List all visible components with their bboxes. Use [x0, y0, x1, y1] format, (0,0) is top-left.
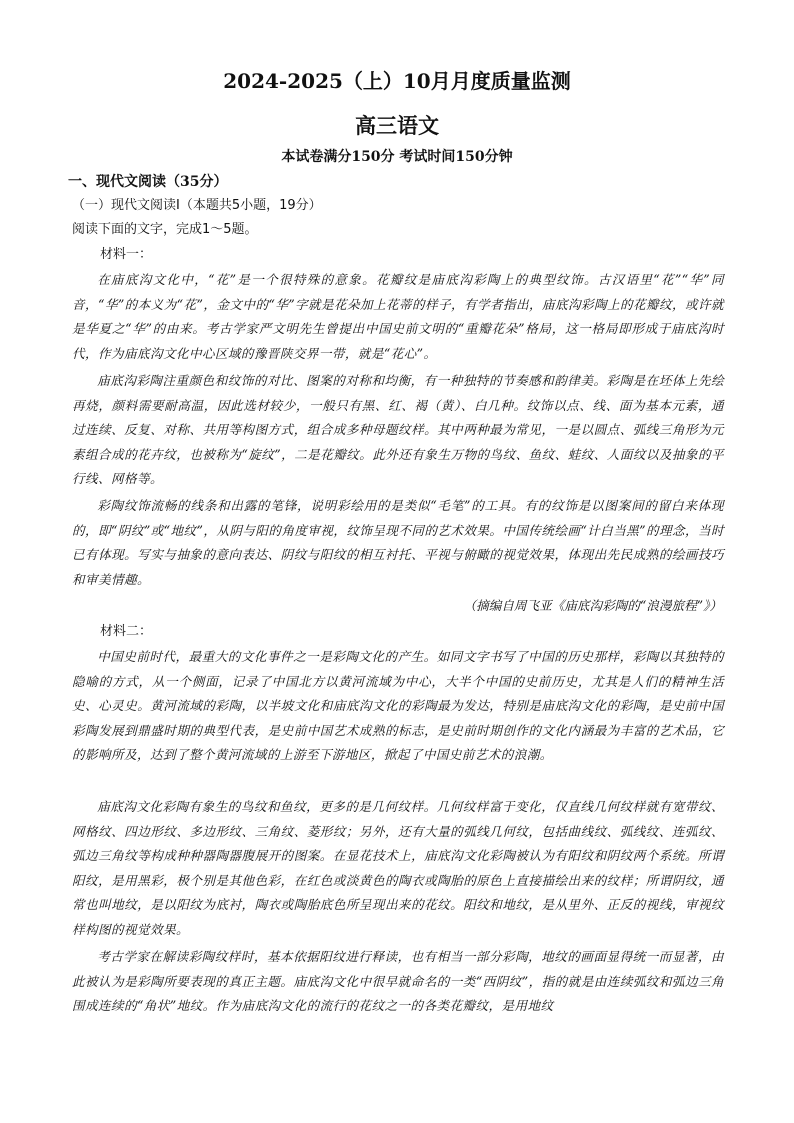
reading-instruction: 阅读下面的文字，完成1～5题。: [72, 222, 258, 237]
material-two-paragraph: 考古学家在解读彩陶纹样时，基本依据阳纹进行释读，也有相当一部分彩陶，地纹的画面显得统一而显著，由此被认为是彩陶所要表现的真正主题。庙底沟文化中很早就命名的一类“西阴纹”，指的就是由连续弧纹和弧边三角围成连续的“角状”地纹。作为庙底沟文化的流行的花纹之一的各类花瓣纹，是用地纹: [72, 949, 724, 1013]
material-two-paragraph: 中国史前时代，最重大的文化事件之一是彩陶文化的产生。如同文字书写了中国的历史那样，彩陶以其独特的隐喻的方式，从一个侧面，记录了中国北方以黄河流域为中心，大半个中国的史前历史，尤其是人们的精神生活史、心灵史。黄河流域的彩陶，以半坡文化和庙底沟文化的彩陶最为发达，特别是庙底沟文化的彩陶，是史前中国彩陶发展到鼎盛时期的典型代表，是史前中国艺术成熟的标志，是史前时期创作的文化内涵最为丰富的艺术品，它的影响所及，达到了整个黄河流域的上游至下游地区，掀起了中国史前艺术的浪潮。: [72, 649, 724, 762]
exam-title: 2024-2025（上）10月月度质量监测: [223, 69, 571, 93]
material-one-paragraph: 庙底沟彩陶注重颜色和纹饰的对比、图案的对称和均衡，有一种独特的节奏感和韵律美。彩陶是在坯体上先绘再烧，颜料需要耐高温，因此选材较少，一般只有黑、红、褐（黄）、白几种。纹饰以点、线、面为基本元素，通过连续、反复、对称、共用等构图方式，组合成多种母题纹样。其中两种最为常见，一是以圆点、弧线三角形为元素组合成的花卉纹，也被称为“旋纹”，二是花瓣纹。此外还有象生万物的鸟纹、鱼纹、蛙纹、人面纹以及抽象的平行线、网格等。: [72, 373, 724, 486]
part-heading: （一）现代文阅读Ⅰ（本题共5小题，19分）: [72, 198, 322, 213]
material-one-source: （摘编自周飞亚《庙底沟彩陶的“浪漫旅程”》）: [463, 598, 722, 613]
material-one-label: 材料一：: [100, 247, 153, 262]
material-two-paragraph: 庙底沟文化彩陶有象生的鸟纹和鱼纹，更多的是几何纹样。几何纹样富于变化，仅直线几何纹样就有宽带纹、网格纹、四边形纹、多边形纹、三角纹、菱形纹；另外，还有大量的弧线几何纹，包括曲线纹、弧线纹、连弧纹、弧边三角纹等构成种种器陶器腹展开的图案。在显花技术上，庙底沟文化彩陶被认为有阳纹和阴纹两个系统。所谓阳纹，是用黑彩，极个别是其他色彩，在红色或淡黄色的陶衣或陶胎的原色上直接描绘出来的纹样；所谓阴纹，通常也叫地纹，是以阳纹为底衬，陶衣或陶胎底色所呈现出来的花纹。阳纹和地纹，是从里外、正反的视线，审视纹样构图的视觉效果。: [72, 799, 724, 937]
material-one-paragraph: 彩陶纹饰流畅的线条和出露的笔锋，说明彩绘用的是类似“毛笔”的工具。有的纹饰是以图案间的留白来体现的，即“阴纹”或“地纹”，从阴与阳的角度审视，纹饰呈现不同的艺术效果。中国传统绘画“计白当黑”的理念，当时已有体现。写实与抽象的意向表达、阴纹与阳纹的相互衬托、平视与俯瞰的视觉效果，体现出先民成熟的绘画技巧和审美情趣。: [72, 498, 724, 587]
exam-subject: 高三语文: [355, 113, 439, 138]
exam-info: 本试卷满分150分 考试时间150分钟: [281, 149, 513, 165]
material-two-label: 材料二：: [100, 624, 153, 639]
material-one-paragraph: 在庙底沟文化中，“花”是一个很特殊的意象。花瓣纹是庙底沟彩陶上的典型纹饰。古汉语里“花”“华”同音，“华”的本义为“花”，金文中的“华”字就是花朵加上花蒂的样子，有学者指出，庙底沟彩陶上的花瓣纹，或许就是华夏之“华”的由来。考古学家严文明先生曾提出中国史前文明的“重瓣花朵”格局，这一格局即形成于庙底沟时代，作为庙底沟文化中心区域的豫晋陕交界一带，就是“花心”。: [72, 272, 724, 361]
section-heading: 一、现代文阅读（35分）: [68, 174, 228, 190]
